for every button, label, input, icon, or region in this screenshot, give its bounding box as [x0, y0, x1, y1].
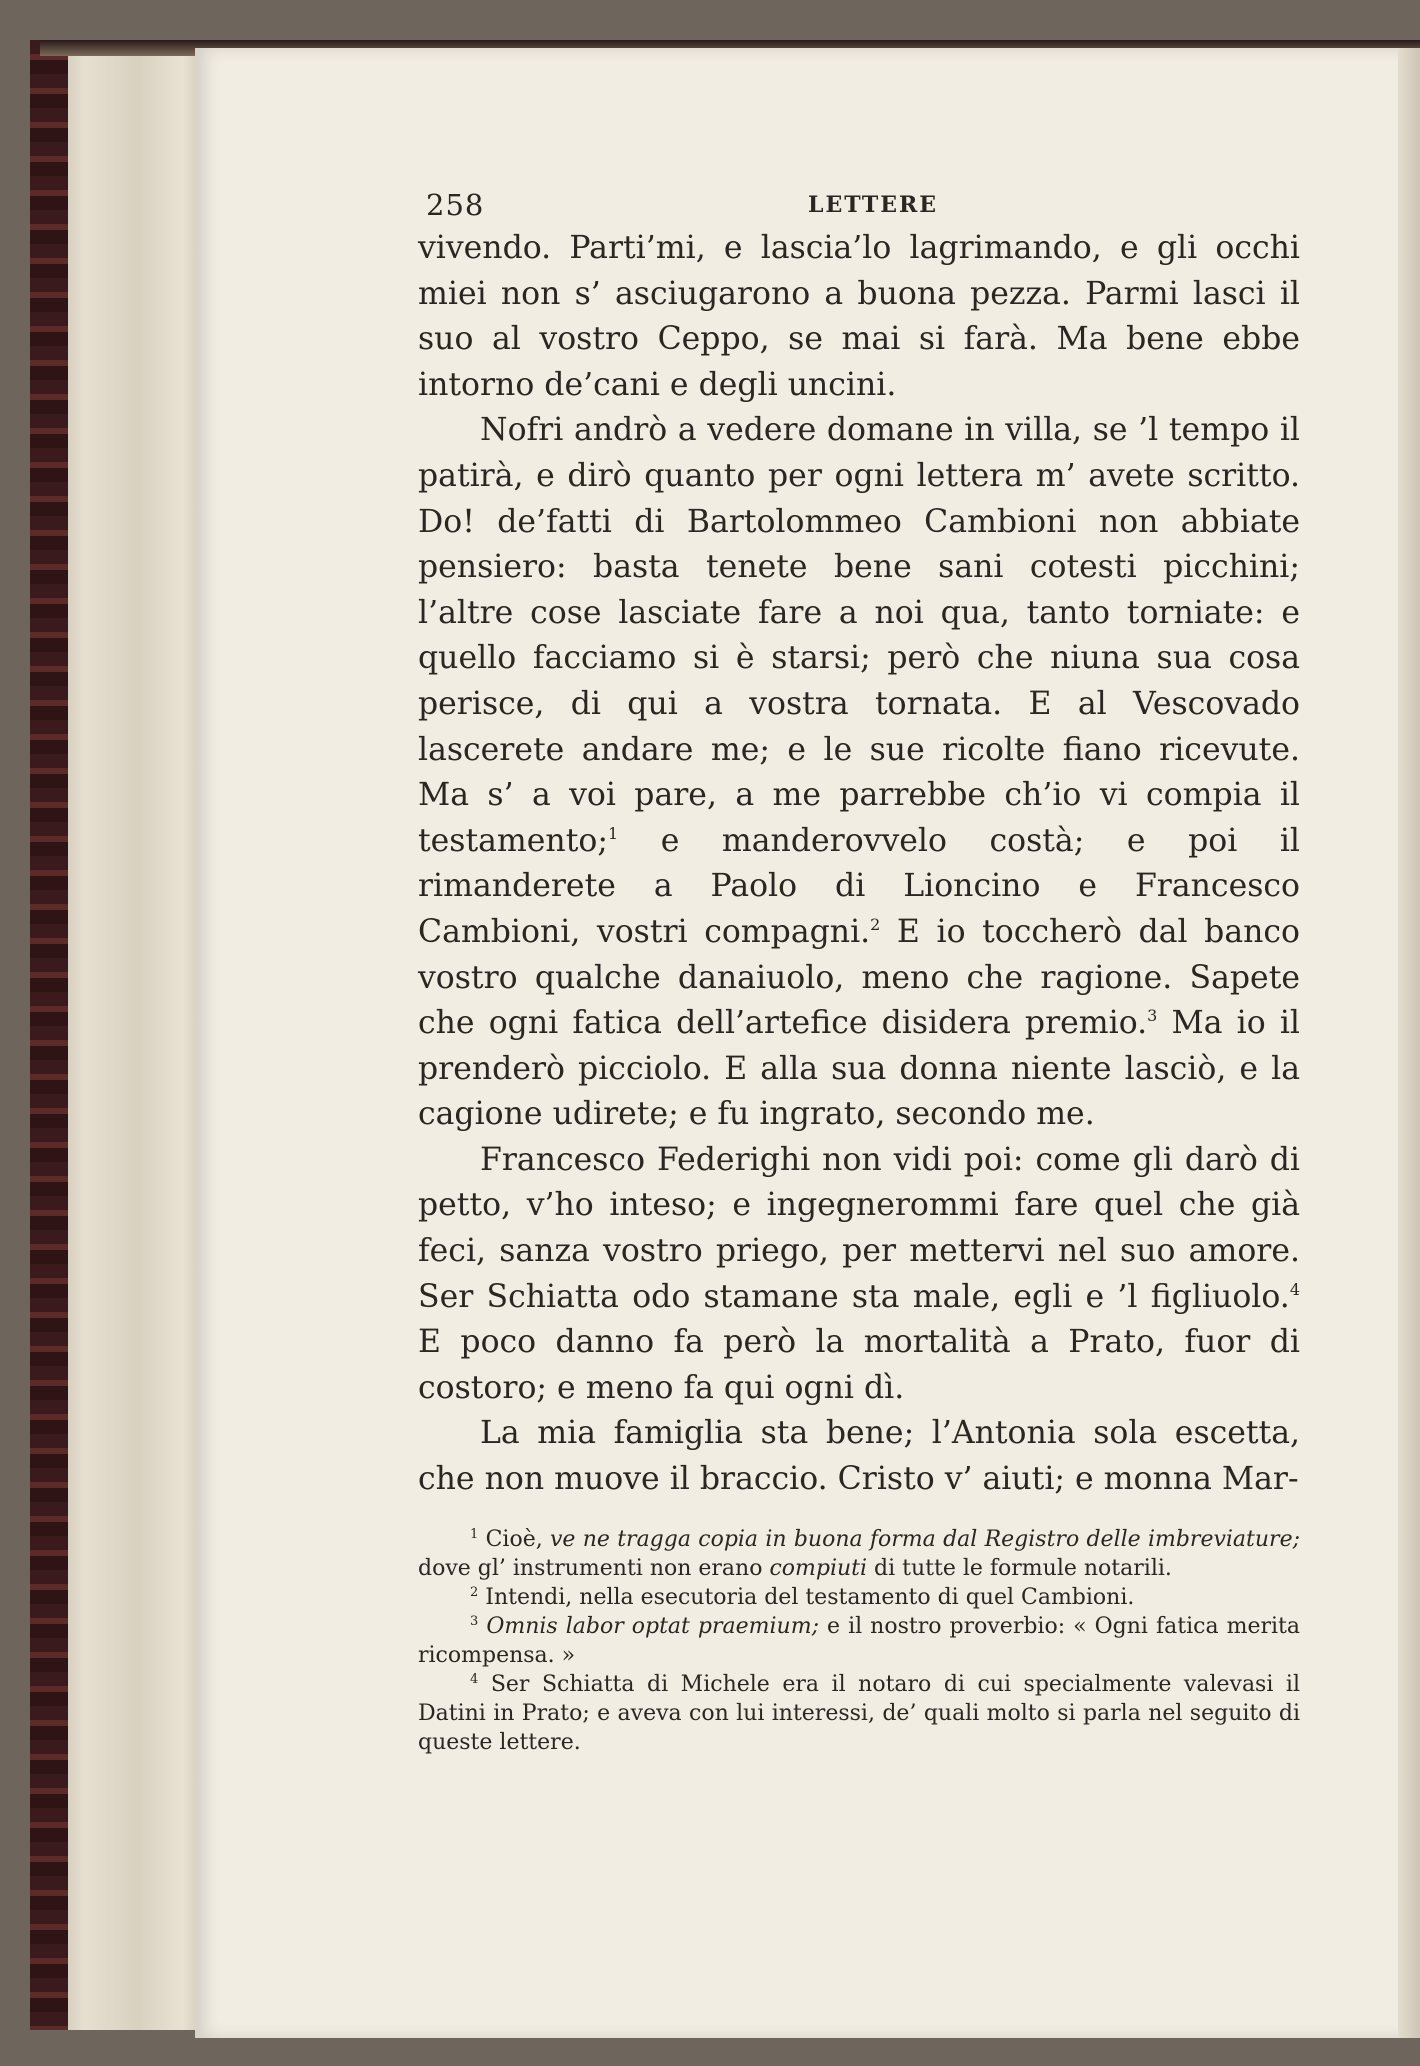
paragraph-2: Nofri andrò a vedere domane in villa, se ’l tempo il patirà, e dirò quanto per ogni lettera m’ avete scritto. Do! de’fatti di Bartolommeo Cambioni non abbiate pensiero: basta tenete bene sani cotesti picchini; l’altre cose lasciate fare a noi qua, tanto torniate: e quello facciamo si è starsi; però che niuna sua cosa perisce, di qui a vostra tornata. E al Vescovado lascerete andare me; e le sue ricolte fiano ricevute. Ma s’ a voi pare, a me parrebbe ch’io vi compia il testamento;$^1$ e manderovvelo costà; e poi il rimanderete a Paolo di Lioncino e Francesco Cambioni, vostri compagni.$^2$ E io toccherò dal banco vostro qualche danaiuolo, meno che ragione. Sapete che ogni fatica dell’artefice disidera premio.$^3$ Ma io il prenderò picciolo. E alla sua donna niente lasciò, e la cagione udirete; e fu ingrato, secondo me. [418, 412, 1300, 1133]
footnote-2: $^2$ Intendi, nella esecutoria del testamento di quel Cambioni. [470, 1584, 1135, 1610]
running-head [418, 178, 1300, 226]
book-page-edges [30, 40, 210, 2030]
paragraph-1: vivendo. Parti’mi, e lascia’lo lagrimando, e gli occhi miei non s’ asciugarono a buona pezza. Parmi lasci il suo al vostro Ceppo, se mai si farà. Ma bene ebbe intorno de’cani e degli uncini. [418, 230, 1300, 403]
footnote-ref-3: 3 [1147, 1006, 1158, 1026]
footnote-3: $^3$ Omnis labor optat praemium; e il nostro proverbio: « Ogni fatica merita ricompensa. » [418, 1613, 1300, 1668]
page-text-block [418, 178, 1300, 1757]
footnote-ref-2: 2 [870, 914, 881, 934]
footnotes [418, 1525, 1300, 1757]
footnote-ref-4: 4 [1289, 1279, 1300, 1299]
footnote-ref-1: 1 [607, 823, 619, 843]
footnote-4: $^4$ Ser Schiatta di Michele era il notaro di cui specialmente valevasi il Datini in Prato; e aveva con lui interessi, de’ quali molto si parla nel seguito di queste lettere. [418, 1671, 1300, 1755]
body-text [418, 226, 1300, 1503]
footnote-1: $^1$ Cioè, ve ne tragga copia in buona forma dal Registro delle imbreviature; dove gl’ instrumenti non erano compiuti di tutte le formule notarili. [418, 1526, 1301, 1581]
paragraph-3: Francesco Federighi non vidi poi: come gli darò di petto, v’ho inteso; e ingegnerommi fare quel che già feci, sanza vostro priego, per mettervi nel suo amore. Ser Schiatta odo stamane sta male, egli e ’l figliuolo.$^4$ E poco danno fa però la mortalità a Prato, fuor di costoro; e meno fa qui ogni dì. [418, 1141, 1300, 1406]
facing-page-edge [1398, 48, 1420, 2038]
paragraph-4: La mia famiglia sta bene; l’Antonia sola escetta, che non muove il braccio. Cristo v’ aiuti; e monna Mar- [418, 1415, 1300, 1498]
running-title: LETTERE [808, 192, 939, 218]
page-number: 258 [426, 188, 485, 222]
